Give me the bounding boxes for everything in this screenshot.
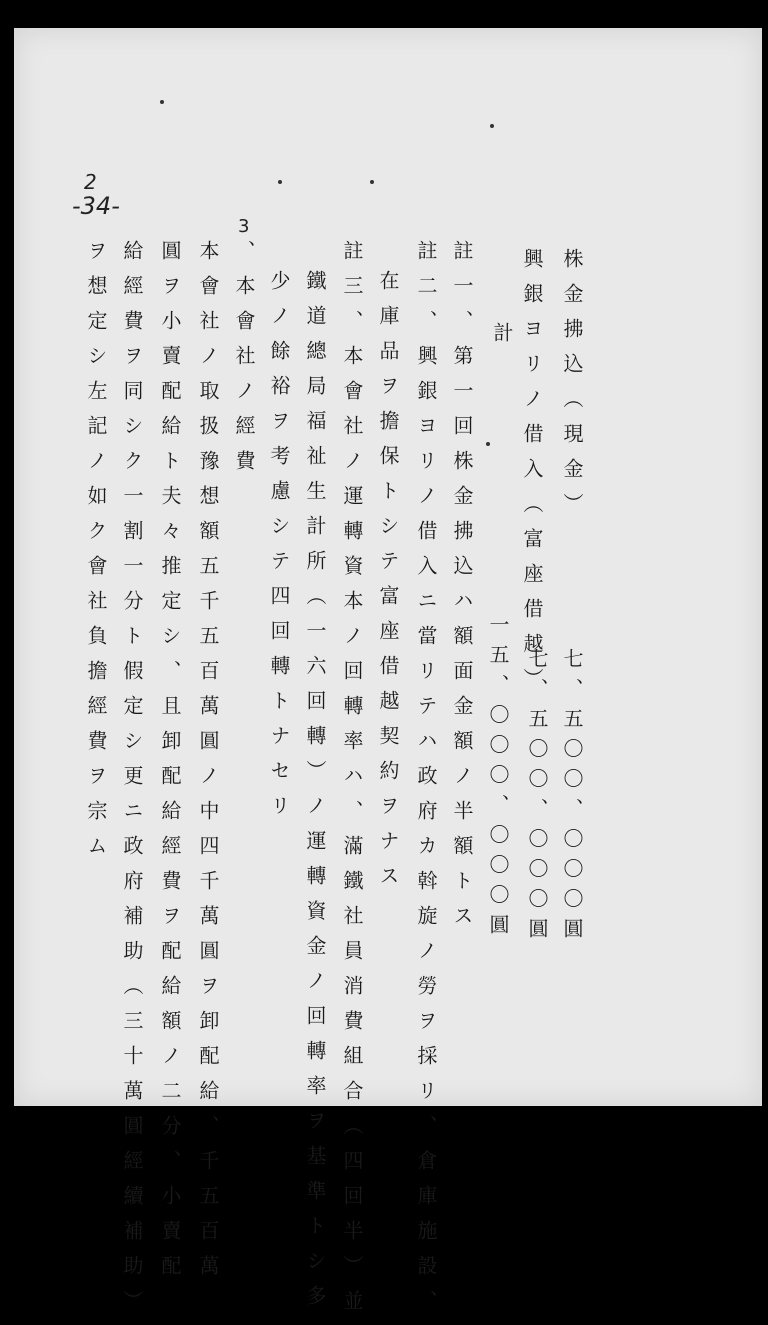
amount-kogin: 七、五〇〇、〇〇〇圓 [525,648,549,948]
section-3-heading: 、本會社ノ經費 [232,240,256,485]
paragraph-line-4: ヲ想定シ左記ノ如ク會社負擔經費ヲ宗ム [84,240,108,870]
note-3-line3: 少ノ餘裕ヲ考慮シテ四回轉トナセリ [267,270,291,830]
note-1: 註一、第一回株金拂込ハ額面金額ノ半額トス [450,240,474,940]
paragraph-line-3: 給經費ヲ同シク一割一分ト假定シ更ニ政府補助（三十萬圓經續補助） [120,240,144,1325]
scan-speck [160,100,164,104]
scan-speck [370,180,374,184]
scan-speck [278,180,282,184]
line-kogin: 興銀ヨリノ借入（富座借越） [520,248,544,703]
page-number [72,170,120,218]
amount-total: 一五、〇〇〇、〇〇〇圓 [486,614,510,944]
scan-speck [490,124,494,128]
note-2-line1: 註二、興銀ヨリノ借入ニ當リテハ政府カ斡旋ノ勞ヲ採リ、倉庫施設、 [414,240,438,1325]
note-2-line2: 在庫品ヲ擔保トシテ富座借越契約ヲナス [376,270,400,900]
paragraph-line-1: 本會社ノ取扱豫想額五千五百萬圓ノ中四千萬圓ヲ卸配給、千五百萬 [196,240,220,1290]
page-number-line1: 2 [84,170,97,194]
section-number: 3 [238,216,250,237]
note-3-line1: 註三、本會社ノ運轉資本ノ回轉率ハ、滿鐵社員消費組合（四回半）並 [340,240,364,1325]
line-total-label: 計 [490,322,514,357]
paragraph-line-2: 圓ヲ小賣配給ト夫々推定シ、且卸配給經費ヲ配給額ノ二分、小賣配 [158,240,182,1290]
note-3-line2: 鐵道總局福祉生計所（一六回轉）ノ運轉資金ノ回轉率ヲ基準トシ多 [303,270,327,1320]
page-number-line2: -34- [72,192,120,220]
scan-speck [486,442,490,446]
line-kabukin: 株金拂込（現金） [560,248,584,528]
amount-kabukin: 七、五〇〇、〇〇〇圓 [560,648,584,948]
